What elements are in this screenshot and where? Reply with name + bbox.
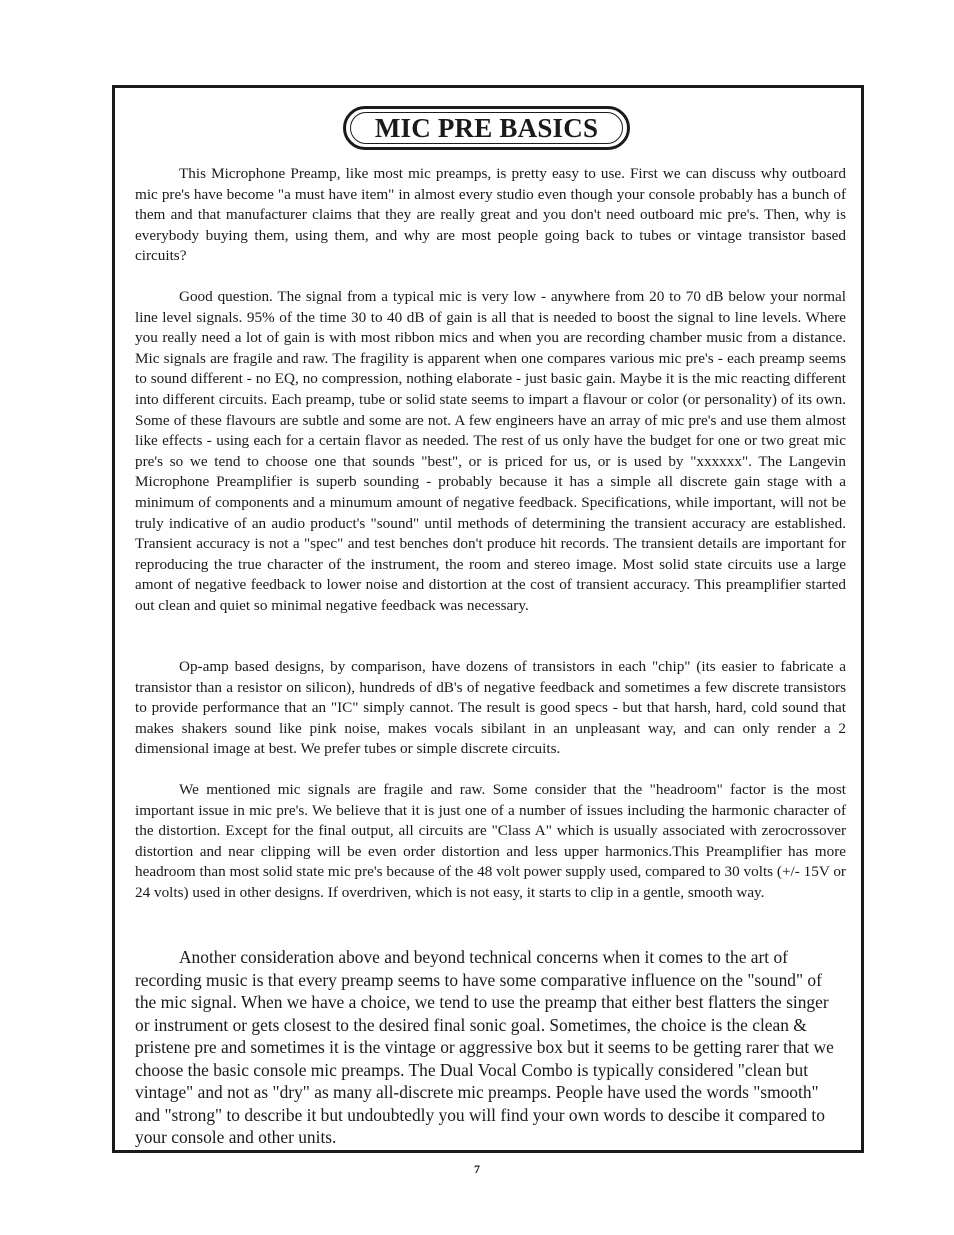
paragraph-good-question: Good question. The signal from a typical mic is very low - anywhere from 20 to 70 dB below your normal line level signals. 95% of the time 30 to 40 dB of gain is all that is needed to boost the signal to line levels. Where you really need a lot of gain is with most ribbon mics and when you are recording chamber music from a distance. Mic signals are fragile and raw. The fragility is apparent when one compares various mic pre's - each preamp seems to sound different - no EQ, no compression, nothing elaborate - just basic gain. Maybe it is the mic reacting different into different circuits. Each preamp, tube or solid state seems to impart a flavour or color (or personality) of its own. Some of these flavours are subtle and some are not. A few engineers have an array of mic pre's and use them almost like effects - using each for a certain flavor as needed. The rest of us only have the budget for one or two great mic pre's so we tend to choose one that sounds "best", or is priced for us, or is used by "xxxxxx". The Langevin Microphone Preamplifier is superb sounding - probably because it has a simple all discrete gain stage with a minimum of components and a minumum amount of negative feedback. Specifications, while important, will not be truly indicative of an audio product's "sound" until methods of determining the transient accuracy are established. Transient accuracy is not a "spec" and test benches don't produce hit records. The transient details are important for reproducing the true character of the instrument, the room and stereo image. Most solid state circuits use a large amont of negative feedback to lower noise and distortion at the cost of transient accuracy. This preamplifier started out clean and quiet so minimal negative feedback was necessary. — [135, 288, 846, 614]
paragraph-consideration: Another consideration above and beyond technical concerns when it comes to the art of recording music is that every preamp seems to have some comparative influence on the "sound" of the mic signal. When we have a choice, we tend to use the preamp that either best flatters the singer or instrument or gets closest to the desired final sonic goal. Sometimes, the choice is the clean & pristene pre and sometimes it is the vintage or aggressive box but it seems to be getting rarer that we choose the basic console mic preamps. The Dual Vocal Combo is typically considered "clean but vintage" and not as "dry" as many all-discrete mic preamps. People have used the words "smooth" and "strong" to describe it but undoubtedly you will find your own words to descibe it compared to your console and other units. — [135, 947, 834, 1147]
paragraph-headroom: We mentioned mic signals are fragile and raw. Some consider that the "headroom" factor is the most important issue in mic pre's. We believe that it is just one of a number of issues including the harmonic character of the distortion. Except for the final output, all circuits are "Class A" which is usually associated with zerocrossover distortion and near clipping will be even order distortion and less upper harmonics.This Preamplifier has more headroom than most solid state mic pre's because of the 48 volt power supply used, compared to 30 volts (+/- 15V or 24 volts) used in other designs. If overdriven, which is not easy, it starts to clip in a gentle, smooth way. — [135, 781, 846, 901]
paragraph-op-amp: Op-amp based designs, by comparison, have dozens of transistors in each "chip" (its easier to fabricate a transistor than a resistor on silicon), hundreds of dB's of negative feedback and sometimes a few discrete transistors to provide performance that an "IC" simply cannot. The result is good specs - but that harsh, hard, cold sound that makes shakers sound like pink noise, makes vocals sibilant in an unpleasant way, and can only render a 2 dimensional image at best. We prefer tubes or simple discrete circuits. — [135, 658, 846, 758]
page-number: 7 — [474, 1162, 480, 1176]
page-title: MIC PRE BASICS — [374, 112, 599, 143]
paragraph-intro: This Microphone Preamp, like most mic preamps, is pretty easy to use. First we can discuss why outboard mic pre's have become "a must have item" in almost every studio even though your console probably has a bunch of them and that manufacturer claims that they are really great and you don't need outboard mic pre's. Then, why is everybody buying them, using them, and why are most people going back to tubes or vintage transistor based circuits? — [135, 165, 846, 265]
title-banner — [343, 106, 630, 150]
